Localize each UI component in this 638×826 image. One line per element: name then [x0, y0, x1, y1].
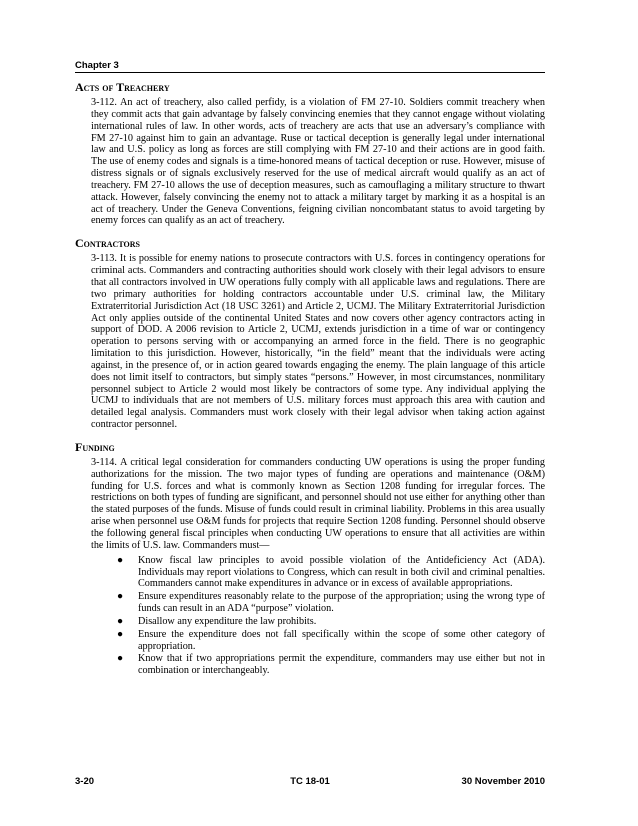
chapter-label: Chapter 3: [75, 60, 119, 71]
page-number: 3-20: [75, 776, 95, 787]
list-item-text: Disallow any expenditure the law prohibits.: [138, 615, 317, 627]
section-title: Funding: [75, 439, 115, 454]
list-item-text: Ensure the expenditure does not fall specifically within the scope of some other category of appropriation.: [138, 628, 545, 652]
list-item: [75, 555, 545, 591]
list-item: [75, 591, 545, 615]
section-title: Acts of Treachery: [75, 80, 170, 94]
publication-date: 30 November 2010: [461, 776, 545, 787]
list-item-text: Know that if two appropriations permit the expenditure, commanders may use either but not in combination or interchangeably.: [138, 653, 545, 677]
section-funding: [75, 440, 545, 677]
list-item: [75, 629, 545, 653]
list-item-text: Know fiscal law principles to avoid possible violation of the Antideficiency Act (ADA). Individuals may report violations to Congress, which can result in both civil and criminal penalties. Commanders cannot make expenditures in advance or in excess of available appropriations.: [138, 554, 545, 590]
chapter-header: [75, 60, 545, 73]
paragraph-3-114: 3-114. A critical legal consideration for commanders conducting UW operations is using the proper funding authorizations for the mission. The two major types of funding are operations and maintenance (O&M) funding for U.S. forces and what is commonly known as Section 1208 funding for irregular forces. The restrictions on both types of funding are significant, and personnel should not use either for anything other than the stated purposes of the funds. Misuse of funds could result in criminal liability. Problems in this area usually arise when personnel use O&M funds for projects that require Section 1208 funding. Personnel should observe the following general fiscal principles when conducting UW operations to ensure that all activities are within the limits of U.S. law. Commanders must—: [91, 456, 545, 551]
list-item-text: Ensure expenditures reasonably relate to the purpose of the appropriation; using the wrong type of funds can result in an ADA “purpose” violation.: [138, 591, 545, 615]
bullet-icon: ●: [117, 591, 124, 603]
bullet-icon: ●: [117, 615, 124, 627]
section-acts-of-treachery: [75, 80, 545, 227]
paragraph-3-112: 3-112. An act of treachery, also called perfidy, is a violation of FM 27-10. Soldiers commit treachery when they commit acts that gain advantage by falsely convincing enemies that they cannot engage without violating international rules of law. In other words, acts of treachery are acts that use an adversary’s compliance with FM 27-10 against him to gain an advantage. Ruse or tactical deception is generally legal under international law and U.S. policy as long as forces are still complying with FM 27-10 and their actions are in good faith. The use of enemy codes and signals is a time-honored means of tactical deception or ruse. However, misuse of distress signals or of signals exclusively reserved for the use of medical aircraft would qualify as an act of treachery. FM 27-10 allows the use of deception measures, such as camouflaging a military structure to thwart attack. However, falsely convincing the enemy not to attack a military target by marking it as a hospital is an act of treachery. Under the Geneva Conventions, feigning civilian noncombatant status to avoid targeting by enemy forces can qualify as an act of treachery.: [91, 97, 545, 227]
page-body: [75, 80, 545, 678]
list-item: [75, 616, 545, 628]
bullet-icon: ●: [117, 554, 124, 566]
document-id: TC 18-01: [290, 776, 330, 787]
section-contractors: [75, 236, 545, 431]
commander-requirements-list: [75, 555, 545, 677]
bullet-icon: ●: [117, 628, 124, 640]
bullet-icon: ●: [117, 653, 124, 665]
list-item: [75, 653, 545, 677]
section-title: Contractors: [75, 236, 140, 251]
paragraph-3-113: 3-113. It is possible for enemy nations to prosecute contractors with U.S. forces in contingency operations for criminal acts. Commanders and contracting authorities should work closely with their legal advisors to ensure that all contractors involved in UW operations fully comply with all applicable laws and regulations. There are two primary authorities for holding contractors accountable under U.S. criminal law, the Military Extraterritorial Jurisdiction Act (18 USC 3261) and Article 2, UCMJ. The Military Extraterritorial Jurisdiction Act only applies outside of the continental United States and now covers other agency contractors acting in support of DOD. A 2006 revision to Article 2, UCMJ, extends jurisdiction in a time of war or contingency operation to persons serving with or accompanying an armed force in the field. There is no geographic limitation to this jurisdiction. However, historically, “in the field” meant that the individuals were acting against, in the presence of, or in action geared towards engaging the enemy. The plain language of this article does not limit itself to contractors, but simply states “persons.” However, in most circumstances, nonmilitary personnel subject to Article 2 would most likely be contractors of some type. Any individual applying the UCMJ to individuals that are not members of U.S. military forces must approach this area with caution and detailed legal analysis. Commanders must work closely with their legal advisor when taking action against contractor personnel.: [91, 253, 545, 431]
